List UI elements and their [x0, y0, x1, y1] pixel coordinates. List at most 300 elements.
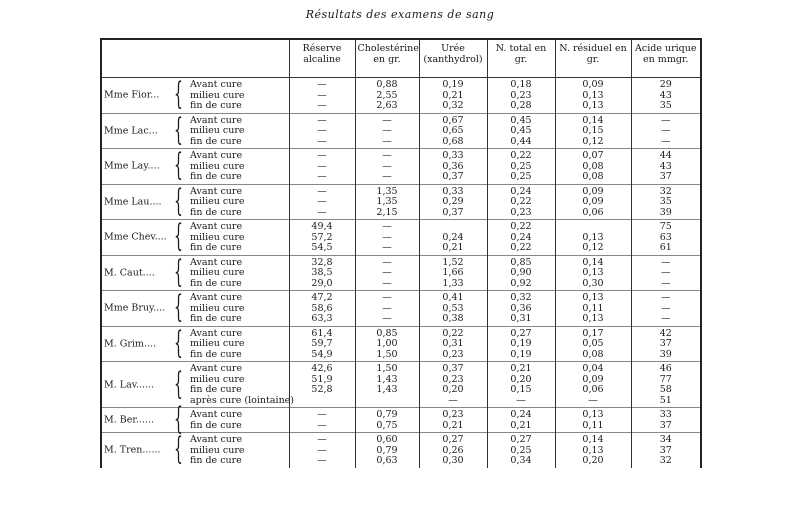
value-acide: 46: [659, 363, 672, 374]
header-patient: [101, 39, 289, 78]
cell-chol: [355, 362, 419, 408]
cell-chol: [355, 78, 419, 114]
value-nres: 0,17: [582, 327, 604, 339]
value-nres: 0,13: [582, 231, 604, 243]
cell-ntotal: [487, 255, 555, 291]
value-ntotal: 0,34: [510, 455, 532, 466]
value-acide: —: [661, 256, 671, 268]
table-row: [101, 220, 701, 256]
phase-label: Avant cure: [190, 150, 243, 161]
value-nres: 0,13: [582, 267, 604, 278]
value-ntotal: 0,21: [510, 363, 532, 374]
phase-label: après cure (lointaine): [190, 394, 295, 406]
value-reserve: —: [317, 444, 327, 456]
value-nres: 0,09: [582, 196, 604, 207]
value-acide: 37: [659, 171, 672, 182]
value-uree: 0,36: [442, 160, 464, 172]
phase-label: milieu cure: [190, 267, 245, 278]
value-reserve: 54,9: [311, 348, 333, 360]
value-nres: 0,13: [582, 313, 604, 324]
value-chol: 0,60: [376, 434, 398, 445]
brace-icon: {: [174, 255, 183, 291]
patient-cell: [101, 78, 289, 114]
patient-name: M. Tren......: [104, 444, 161, 456]
phase-label: Avant cure: [190, 327, 243, 339]
value-nres: 0,13: [582, 89, 604, 101]
cell-uree: [419, 291, 487, 327]
value-nres: 0,11: [582, 302, 604, 314]
value-nres: 0,30: [582, 277, 604, 289]
value-acide: —: [661, 135, 671, 147]
brace-icon: {: [174, 402, 183, 438]
phase-label: Avant cure: [190, 409, 243, 420]
value-ntotal: 0,21: [510, 419, 532, 431]
value-chol: 1,35: [376, 185, 398, 197]
phase-label: Avant cure: [190, 292, 243, 303]
value-chol: 1,43: [376, 384, 398, 395]
table-row: [101, 149, 701, 185]
cell-uree: [419, 184, 487, 220]
value-acide: 43: [659, 160, 672, 172]
table-row: [101, 184, 701, 220]
value-uree: 0,53: [442, 302, 464, 314]
value-nres: 0,15: [582, 125, 604, 136]
value-uree: 0,33: [442, 185, 464, 197]
value-nres: 0,07: [582, 150, 604, 161]
value-acide: —: [661, 277, 671, 289]
cell-ntotal: [487, 433, 555, 468]
value-ntotal: 0,20: [510, 373, 532, 385]
value-acide: 32: [659, 455, 672, 466]
value-uree: 0,29: [442, 196, 464, 207]
cell-chol: [355, 326, 419, 362]
value-acide: 29: [659, 79, 672, 90]
value-ntotal: 0,22: [510, 221, 532, 232]
header-n-residuel: N. résiduel en gr.: [555, 39, 631, 78]
cell-chol: [355, 220, 419, 256]
cell-nres: [555, 408, 631, 433]
cell-uree: [419, 220, 487, 256]
value-ntotal: 0,24: [510, 231, 532, 243]
value-reserve: —: [317, 206, 327, 218]
cell-reserve: [289, 255, 355, 291]
value-acide: 37: [659, 419, 672, 431]
value-ntotal: 0,32: [510, 292, 532, 303]
value-acide: —: [661, 302, 671, 314]
phase-label: milieu cure: [190, 196, 245, 207]
value-uree: 0,37: [442, 206, 464, 218]
phase-label: milieu cure: [190, 231, 245, 243]
value-acide: —: [661, 114, 671, 126]
value-chol: 0,75: [376, 419, 398, 431]
phase-label: fin de cure: [190, 384, 242, 395]
value-acide: 37: [659, 338, 672, 349]
value-ntotal: 0,19: [510, 348, 532, 360]
value-nres: 0,20: [582, 455, 604, 466]
value-reserve: 61,4: [311, 327, 333, 339]
table-row: [101, 78, 701, 114]
value-uree: 0,23: [442, 409, 464, 420]
value-chol: —: [382, 150, 392, 161]
page-title: Résultats des examens de sang: [305, 8, 495, 21]
value-reserve: —: [317, 171, 327, 182]
value-chol: 0,79: [376, 409, 398, 420]
value-acide: 77: [659, 373, 672, 385]
value-reserve: —: [317, 160, 327, 172]
value-chol: 1,00: [376, 338, 398, 349]
value-chol: [358, 396, 417, 407]
cell-ntotal: [487, 113, 555, 149]
value-chol: 2,55: [376, 89, 398, 101]
patient-name: M. Lav......: [104, 379, 155, 390]
cell-nres: [555, 362, 631, 408]
value-uree: 0,26: [442, 444, 464, 456]
phase-label: milieu cure: [190, 125, 245, 136]
patient-name: M. Caut....: [104, 267, 155, 279]
table-row: [101, 113, 701, 149]
value-acide: 33: [659, 409, 672, 420]
value-nres: 0,09: [582, 185, 604, 197]
value-nres: 0,05: [582, 338, 604, 349]
value-acide: 35: [659, 100, 672, 111]
cell-acide: [631, 362, 701, 408]
value-nres: 0,09: [582, 373, 604, 385]
cell-ntotal: [487, 326, 555, 362]
header-row: [101, 39, 701, 78]
value-chol: —: [382, 277, 392, 289]
value-chol: —: [382, 242, 392, 253]
value-reserve: —: [317, 100, 327, 111]
value-ntotal: 0,85: [510, 256, 532, 268]
value-nres: 0,11: [582, 419, 604, 431]
value-acide: 43: [659, 89, 672, 101]
value-ntotal: 0,31: [510, 313, 532, 324]
brace-icon: {: [174, 219, 183, 255]
cell-acide: [631, 255, 701, 291]
value-reserve: —: [317, 419, 327, 431]
patient-cell: [101, 184, 289, 220]
cell-ntotal: [487, 408, 555, 433]
patient-name: M. Ber......: [104, 414, 154, 426]
value-acide: —: [661, 267, 671, 278]
patient-cell: [101, 291, 289, 327]
phase-label: Avant cure: [190, 185, 243, 197]
cell-reserve: [289, 184, 355, 220]
value-ntotal: 0,22: [510, 242, 532, 253]
value-reserve: 49,4: [311, 221, 333, 232]
cell-reserve: [289, 433, 355, 468]
value-reserve: 58,6: [311, 302, 333, 314]
value-nres: 0,13: [582, 292, 604, 303]
value-reserve: [292, 396, 353, 407]
cell-reserve: [289, 362, 355, 408]
brace-icon: {: [174, 113, 183, 149]
value-chol: 1,50: [376, 348, 398, 360]
value-reserve: 29,0: [311, 277, 333, 289]
value-ntotal: 0,18: [510, 79, 532, 90]
value-chol: —: [382, 256, 392, 268]
value-nres: 0,08: [582, 160, 604, 172]
value-chol: 0,88: [376, 79, 398, 90]
phase-label: milieu cure: [190, 302, 245, 314]
header-acide-urique: Acide urique en mmgr.: [631, 39, 701, 78]
brace-icon: {: [174, 77, 183, 113]
phase-label: fin de cure: [190, 135, 242, 147]
cell-reserve: [289, 291, 355, 327]
value-reserve: 51,9: [311, 373, 333, 385]
value-chol: 1,35: [376, 196, 398, 207]
phase-label: Avant cure: [190, 434, 243, 445]
cell-nres: [555, 433, 631, 468]
phase-label: fin de cure: [190, 206, 242, 218]
cell-acide: [631, 78, 701, 114]
value-uree: 0,22: [442, 327, 464, 339]
value-reserve: —: [317, 455, 327, 466]
patient-name: M. Grim....: [104, 338, 157, 350]
value-nres: 0,13: [582, 409, 604, 420]
value-uree: 0,67: [442, 114, 464, 126]
phase-label: milieu cure: [190, 160, 245, 172]
value-chol: —: [382, 135, 392, 147]
value-nres: 0,14: [582, 434, 604, 445]
value-uree: 0,21: [442, 89, 464, 101]
cell-reserve: [289, 408, 355, 433]
value-uree: 0,30: [442, 455, 464, 466]
value-uree: 0,21: [442, 242, 464, 253]
table-row: [101, 255, 701, 291]
value-ntotal: 0,90: [510, 267, 532, 278]
value-reserve: 57,2: [311, 231, 333, 243]
value-chol: —: [382, 114, 392, 126]
table-row: [101, 408, 701, 433]
cell-chol: [355, 291, 419, 327]
value-acide: 39: [659, 348, 672, 360]
value-uree: 0,21: [442, 419, 464, 431]
patient-name: Mme Bruy....: [104, 302, 166, 314]
value-acide: —: [661, 125, 671, 136]
cell-nres: [555, 113, 631, 149]
cell-nres: [555, 220, 631, 256]
brace-icon: {: [174, 148, 183, 184]
value-uree: 0,41: [442, 292, 464, 303]
brace-icon: {: [174, 432, 183, 468]
value-ntotal: 0,27: [510, 327, 532, 339]
value-uree: 1,66: [442, 267, 464, 278]
value-ntotal: 0,23: [510, 89, 532, 101]
value-chol: 1,50: [376, 363, 398, 374]
value-ntotal: 0,22: [510, 196, 532, 207]
value-chol: —: [382, 292, 392, 303]
value-acide: 44: [659, 150, 672, 161]
value-uree: 0,37: [442, 363, 464, 374]
value-ntotal: 0,45: [510, 125, 532, 136]
value-nres: 0,13: [582, 100, 604, 111]
cell-uree: [419, 113, 487, 149]
table-row: [101, 362, 701, 408]
cell-reserve: [289, 113, 355, 149]
cell-ntotal: [487, 184, 555, 220]
table-row: [101, 291, 701, 327]
cell-acide: [631, 149, 701, 185]
phase-label: fin de cure: [190, 171, 242, 182]
value-chol: —: [382, 313, 392, 324]
value-acide: —: [661, 292, 671, 303]
cell-ntotal: [487, 220, 555, 256]
value-ntotal: 0,15: [510, 384, 532, 395]
value-reserve: —: [317, 409, 327, 420]
phase-label: fin de cure: [190, 277, 242, 289]
value-reserve: —: [317, 434, 327, 445]
cell-chol: [355, 408, 419, 433]
brace-icon: {: [174, 290, 183, 326]
value-nres: 0,08: [582, 171, 604, 182]
value-acide: 63: [659, 231, 672, 243]
patient-cell: [101, 362, 295, 408]
value-nres: 0,12: [582, 135, 604, 147]
cell-reserve: [289, 78, 355, 114]
cell-uree: [419, 362, 487, 408]
phase-label: fin de cure: [190, 419, 242, 431]
value-chol: —: [382, 160, 392, 172]
phase-label: Avant cure: [190, 114, 243, 126]
brace-icon: {: [174, 184, 183, 220]
patient-cell: [101, 402, 289, 438]
value-ntotal: 0,24: [510, 185, 532, 197]
value-nres: —: [588, 394, 598, 406]
patient-cell: [101, 149, 289, 185]
value-reserve: 59,7: [311, 338, 333, 349]
value-reserve: —: [317, 79, 327, 90]
header-uree: Urée (xanthydrol): [419, 39, 487, 78]
cell-acide: [631, 220, 701, 256]
patient-cell: [101, 255, 289, 291]
phase-label: Avant cure: [190, 79, 243, 90]
value-reserve: —: [317, 89, 327, 101]
value-acide: 35: [659, 196, 672, 207]
value-reserve: —: [317, 196, 327, 207]
results-table: [100, 38, 702, 468]
value-chol: —: [382, 171, 392, 182]
value-acide: 58: [659, 384, 672, 395]
value-reserve: —: [317, 135, 327, 147]
value-uree: 0,32: [442, 100, 464, 111]
value-uree: 0,38: [442, 313, 464, 324]
phase-label: Avant cure: [190, 256, 243, 268]
value-ntotal: 0,25: [510, 171, 532, 182]
cell-chol: [355, 433, 419, 468]
value-uree: 0,19: [442, 79, 464, 90]
cell-reserve: [289, 220, 355, 256]
value-uree: 0,68: [442, 135, 464, 147]
patient-name: Mme Fior...: [104, 89, 160, 101]
cell-chol: [355, 255, 419, 291]
value-uree: 1,52: [442, 256, 464, 268]
phase-label: fin de cure: [190, 348, 242, 360]
phase-label: fin de cure: [190, 313, 242, 324]
value-reserve: 32,8: [311, 256, 333, 268]
value-nres: 0,13: [582, 444, 604, 456]
value-ntotal: 0,28: [510, 100, 532, 111]
value-acide: —: [661, 313, 671, 324]
value-nres: 0,14: [582, 114, 604, 126]
phase-label: fin de cure: [190, 242, 242, 253]
value-ntotal: 0,24: [510, 409, 532, 420]
cell-ntotal: [487, 291, 555, 327]
cell-uree: [419, 408, 487, 433]
value-reserve: 47,2: [311, 292, 333, 303]
cell-uree: [419, 255, 487, 291]
value-uree: 0,23: [442, 348, 464, 360]
value-uree: [422, 222, 485, 233]
value-ntotal: 0,92: [510, 277, 532, 289]
value-reserve: —: [317, 185, 327, 197]
phase-label: milieu cure: [190, 373, 245, 385]
value-uree: 0,33: [442, 150, 464, 161]
value-uree: 1,33: [442, 277, 464, 289]
phase-label: fin de cure: [190, 455, 242, 466]
value-ntotal: 0,45: [510, 114, 532, 126]
value-ntotal: —: [516, 394, 526, 406]
value-ntotal: 0,25: [510, 444, 532, 456]
header-cholesterine: Cholestérine en gr.: [355, 39, 419, 78]
value-acide: 51: [659, 394, 672, 406]
value-acide: 75: [659, 221, 672, 232]
value-chol: —: [382, 267, 392, 278]
cell-nres: [555, 291, 631, 327]
value-uree: 0,24: [442, 231, 464, 243]
cell-ntotal: [487, 78, 555, 114]
value-chol: —: [382, 302, 392, 314]
value-reserve: 52,8: [311, 384, 333, 395]
patient-cell: [101, 220, 289, 256]
value-uree: 0,37: [442, 171, 464, 182]
value-ntotal: 0,23: [510, 206, 532, 218]
value-reserve: —: [317, 114, 327, 126]
value-reserve: 63,3: [311, 313, 333, 324]
value-chol: —: [382, 125, 392, 136]
value-ntotal: 0,44: [510, 135, 532, 147]
value-chol: —: [382, 221, 392, 232]
cell-acide: [631, 291, 701, 327]
cell-uree: [419, 149, 487, 185]
cell-acide: [631, 433, 701, 468]
phase-label: milieu cure: [190, 444, 245, 456]
patient-name: Mme Lay....: [104, 160, 160, 172]
cell-nres: [555, 184, 631, 220]
value-uree: 0,31: [442, 338, 464, 349]
value-ntotal: 0,25: [510, 160, 532, 172]
cell-acide: [631, 184, 701, 220]
value-acide: 39: [659, 206, 672, 218]
value-chol: 0,79: [376, 444, 398, 456]
header-n-total: N. total en gr.: [487, 39, 555, 78]
cell-nres: [555, 326, 631, 362]
table-row: [101, 433, 701, 468]
value-nres: 0,06: [582, 384, 604, 395]
header-reserve-alcaline: Réserve alcaline: [289, 39, 355, 78]
value-uree: 0,27: [442, 434, 464, 445]
phase-label: Avant cure: [190, 221, 243, 232]
value-uree: 0,65: [442, 125, 464, 136]
value-nres: 0,08: [582, 348, 604, 360]
value-ntotal: 0,36: [510, 302, 532, 314]
cell-chol: [355, 184, 419, 220]
phase-label: milieu cure: [190, 89, 245, 101]
value-acide: 37: [659, 444, 672, 456]
value-chol: 2,63: [376, 100, 398, 111]
cell-ntotal: [487, 149, 555, 185]
value-nres: 0,14: [582, 256, 604, 268]
